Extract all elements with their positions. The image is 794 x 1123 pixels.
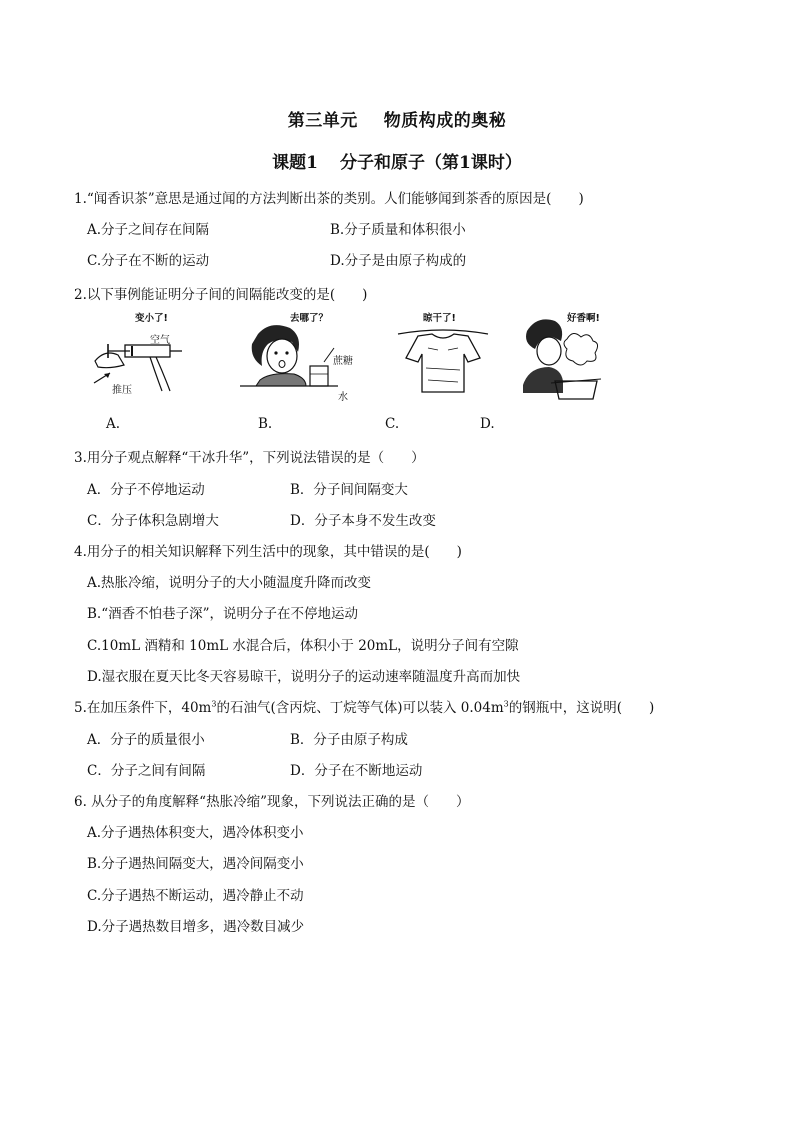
- unit-number: 第三单元: [287, 111, 358, 131]
- question-1-stem: 1.“闻香识茶”意思是通过闻的方法判断出茶的类别。人们能够闻到茶香的原因是( ): [74, 191, 584, 207]
- question-6-option-c: C.分子遇热不断运动，遇冷静止不动: [87, 888, 304, 904]
- picture-a-air-label: 空气: [150, 335, 170, 346]
- question-5-option-d: D．分子在不断地运动: [290, 763, 423, 779]
- question-2-option-d: D.: [480, 416, 495, 432]
- picture-c-caption: 晾干了!: [423, 313, 456, 324]
- picture-b-water-label: 水: [338, 392, 348, 403]
- question-5-stem-part-1: 5.在加压条件下，40m: [74, 700, 212, 716]
- question-4-option-d: D.湿衣服在夏天比冬天容易晾干，说明分子的运动速率随温度升高而加快: [87, 669, 521, 685]
- question-3-option-a: A．分子不停地运动: [87, 482, 205, 498]
- lesson-number: 课题1: [272, 153, 318, 173]
- question-4-option-b: B.“酒香不怕巷子深”，说明分子在不停地运动: [87, 606, 359, 622]
- question-4-option-a: A.热胀冷缩，说明分子的大小随温度升降而改变: [87, 575, 372, 591]
- question-1-option-c: C.分子在不断的运动: [87, 253, 210, 269]
- picture-b-caption: 去哪了？: [290, 313, 329, 324]
- question-5-superscript-2: 3: [503, 699, 509, 709]
- question-6-stem: 6. 从分子的角度解释“热胀冷缩”现象，下列说法正确的是（ ）: [74, 794, 470, 810]
- question-5-stem: [74, 696, 654, 716]
- question-2-option-a: A.: [106, 416, 121, 432]
- question-5-superscript-1: 3: [211, 699, 217, 709]
- question-2-option-b: B.: [258, 416, 273, 432]
- picture-a-caption: 变小了!: [135, 313, 168, 324]
- question-6-option-b: B.分子遇热间隔变大，遇冷间隔变小: [87, 856, 304, 872]
- question-4-stem: 4.用分子的相关知识解释下列生活中的现象，其中错误的是( ): [74, 544, 462, 560]
- unit-title: [0, 106, 794, 131]
- lesson-name: 分子和原子（第1课时）: [340, 153, 522, 173]
- question-2-option-c: C.: [385, 416, 400, 432]
- picture-d-caption: 好香啊!: [567, 313, 600, 324]
- question-6-option-a: A.分子遇热体积变大，遇冷体积变小: [87, 825, 304, 841]
- syringe-illustration: [90, 335, 190, 405]
- question-1-option-a: A.分子之间存在间隔: [87, 222, 210, 238]
- woman-cooking-illustration: [515, 315, 605, 405]
- question-5-option-c: C．分子之间有间隔: [87, 763, 206, 779]
- question-6-option-d: D.分子遇热数目增多，遇冷数目减少: [87, 919, 305, 935]
- picture-a-push-label: 推压: [112, 385, 132, 396]
- question-4-option-c: C.10mL 酒精和 10mL 水混合后，体积小于 20mL，说明分子间有空隙: [87, 638, 519, 654]
- question-3-option-c: C．分子体积急剧增大: [87, 513, 219, 529]
- shirt-illustration: [398, 328, 488, 398]
- question-5-stem-part-3: 的钢瓶中，这说明( ): [508, 700, 655, 716]
- question-1-option-d: D.分子是由原子构成的: [330, 253, 467, 269]
- question-2-stem: 2.以下事例能证明分子间的间隔能改变的是( ): [74, 287, 368, 303]
- question-3-option-d: D．分子本身不发生改变: [290, 513, 436, 529]
- question-5-option-a: A．分子的质量很小: [87, 732, 205, 748]
- question-3-option-b: B．分子间间隔变大: [290, 482, 408, 498]
- girl-illustration: [240, 322, 340, 402]
- question-5-stem-part-2: 的石油气(含丙烷、丁烷等气体)可以装入 0.04m: [216, 700, 504, 716]
- question-3-stem: 3.用分子观点解释“干冰升华”，下列说法错误的是（ ）: [74, 450, 425, 466]
- unit-name: 物质构成的奥秘: [383, 111, 507, 131]
- picture-b-sugar-label: 蔗糖: [333, 356, 353, 367]
- question-5-option-b: B．分子由原子构成: [290, 732, 408, 748]
- lesson-title: [0, 148, 794, 173]
- question-1-option-b: B.分子质量和体积很小: [330, 222, 466, 238]
